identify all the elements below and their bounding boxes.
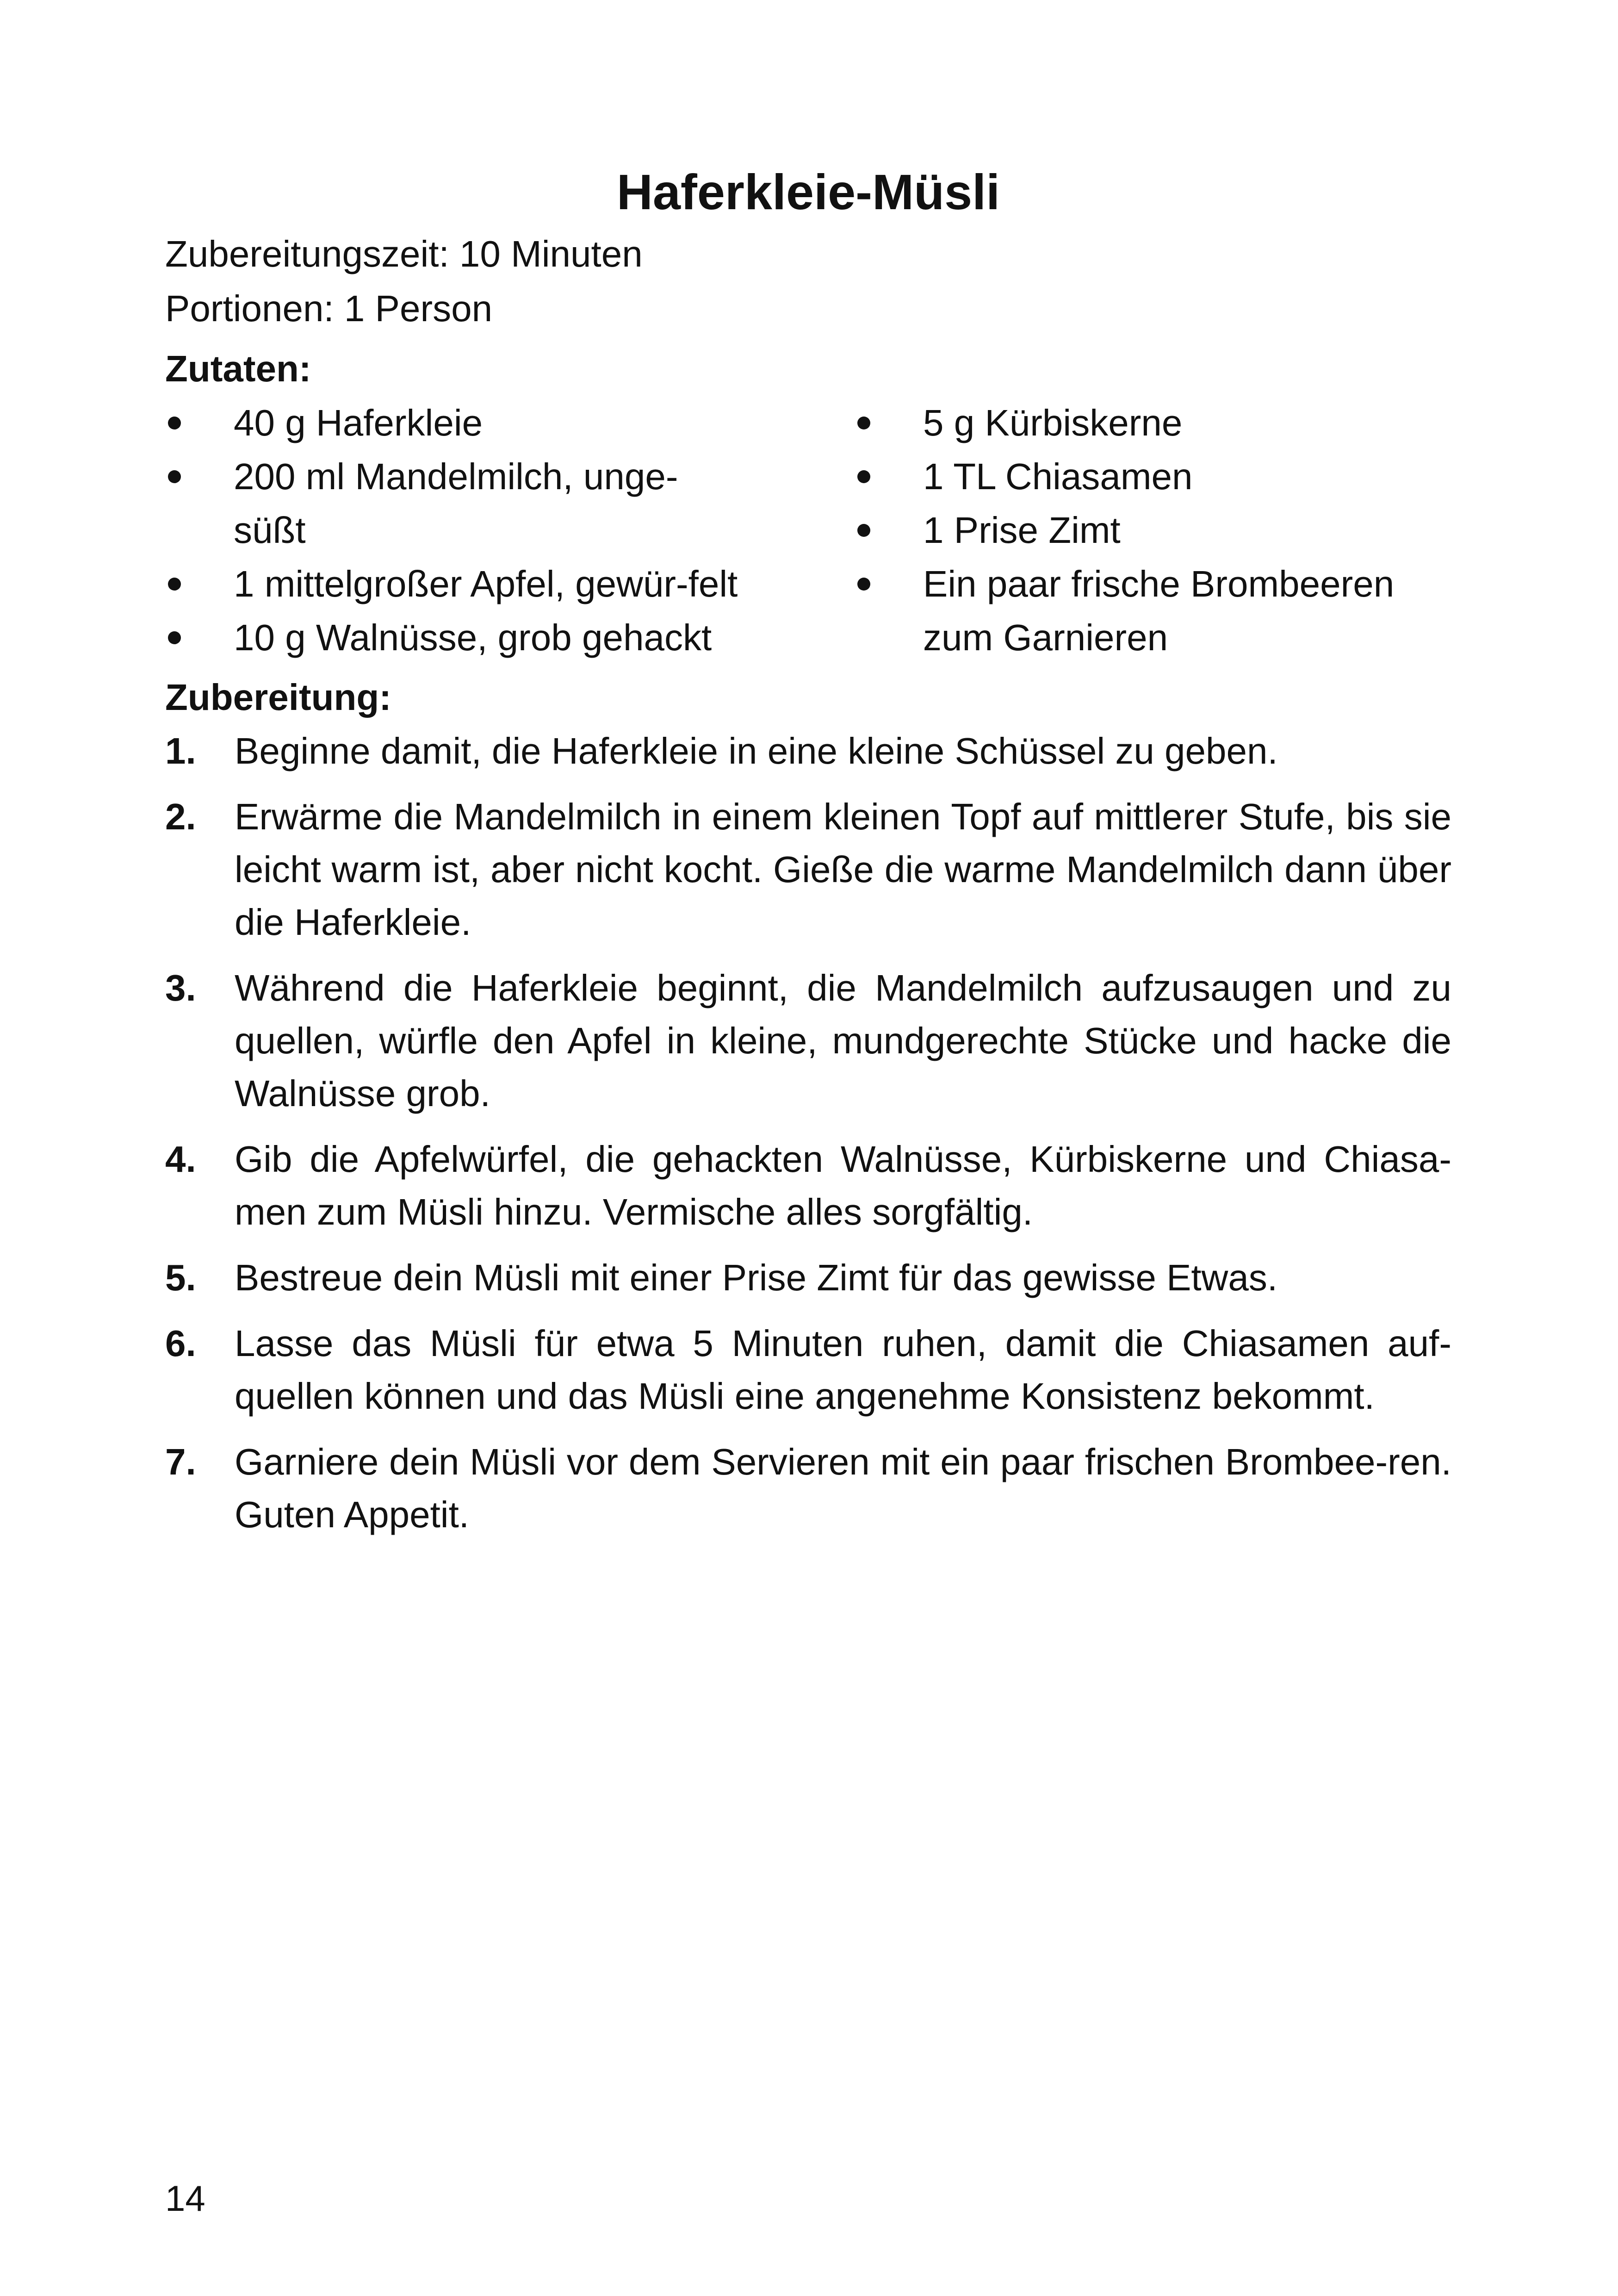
ingredient-item [855,557,1451,665]
ingredient-item [165,557,748,611]
ingredient-text: 1 Prise Zimt [923,510,1121,551]
step-number: 4. [165,1139,196,1180]
step-text: Garniere dein Müsli vor dem Servieren mit ein paar frischen Brombee-ren. Guten Appetit. [235,1441,1451,1535]
ingredient-item [855,504,1451,557]
ingredient-text: 200 ml Mandelmilch, unge-süßt [234,456,678,551]
bullet-icon [855,557,923,611]
step-text: Bestreue dein Müsli mit einer Prise Zimt für das gewisse Etwas. [235,1257,1278,1298]
recipe-meta [165,227,1451,336]
step-number: 5. [165,1257,196,1298]
ingredients-column-left [165,396,748,665]
ingredient-text: 5 g Kürbiskerne [923,402,1183,443]
recipe-title: Haferkleie-Müsli [616,164,1000,220]
steps-list [165,725,1451,1541]
ingredient-item [165,450,748,557]
bullet-icon [855,396,923,450]
step-number: 3. [165,967,196,1008]
bullet-icon [855,504,923,557]
ingredient-text: 40 g Haferkleie [234,402,483,443]
ingredients-list [165,396,1451,665]
servings: Portionen: 1 Person [165,288,493,329]
step-item [165,725,1451,778]
step-text: Lasse das Müsli für etwa 5 Minuten ruhen, damit die Chiasamen auf-quellen können und das Müsli eine angenehme Konsistenz bekommt. [235,1323,1451,1417]
step-text: Erwärme die Mandelmilch in einem kleinen Topf auf mittlerer Stufe, bis sie leicht warm ist, aber nicht kocht. Gieße die warme Mandelmilch dann über die Haferkleie. [235,796,1451,943]
step-text: Während die Haferkleie beginnt, die Mandelmilch aufzusaugen und zu quellen, würfle den Apfel in kleine, mundgerechte Stücke und hacke die Walnüsse grob. [235,967,1451,1114]
ingredient-text: 1 mittelgroßer Apfel, gewür-felt [234,563,738,604]
ingredient-text: 10 g Walnüsse, grob gehackt [234,617,712,658]
step-item [165,1133,1451,1238]
ingredient-text: Ein paar frische Brombeeren zum Garnieren [923,563,1395,658]
ingredient-item [855,450,1451,504]
step-item [165,790,1451,949]
bullet-icon [165,611,234,665]
page-number: 14 [165,2178,205,2219]
ingredients-column-right [855,396,1451,665]
step-number: 1. [165,730,196,772]
step-item [165,1436,1451,1541]
step-number: 6. [165,1323,196,1364]
ingredient-item [855,396,1451,450]
step-item [165,1251,1451,1304]
step-item [165,1317,1451,1423]
ingredient-item [165,611,748,665]
bullet-icon [855,450,923,504]
prep-time: Zubereitungszeit: 10 Minuten [165,233,643,274]
step-item [165,962,1451,1120]
recipe-page [165,157,1451,1554]
step-number: 7. [165,1441,196,1482]
ingredients-heading: Zutaten: [165,348,311,389]
step-number: 2. [165,796,196,837]
step-text: Gib die Apfelwürfel, die gehackten Walnüsse, Kürbiskerne und Chiasa-men zum Müsli hinzu. Vermische alles sorgfältig. [235,1139,1451,1232]
ingredient-text: 1 TL Chiasamen [923,456,1193,497]
steps-heading: Zubereitung: [165,677,391,718]
bullet-icon [165,557,234,611]
ingredient-item [165,396,748,450]
step-text: Beginne damit, die Haferkleie in eine kleine Schüssel zu geben. [235,730,1278,772]
bullet-icon [165,396,234,450]
bullet-icon [165,450,234,504]
